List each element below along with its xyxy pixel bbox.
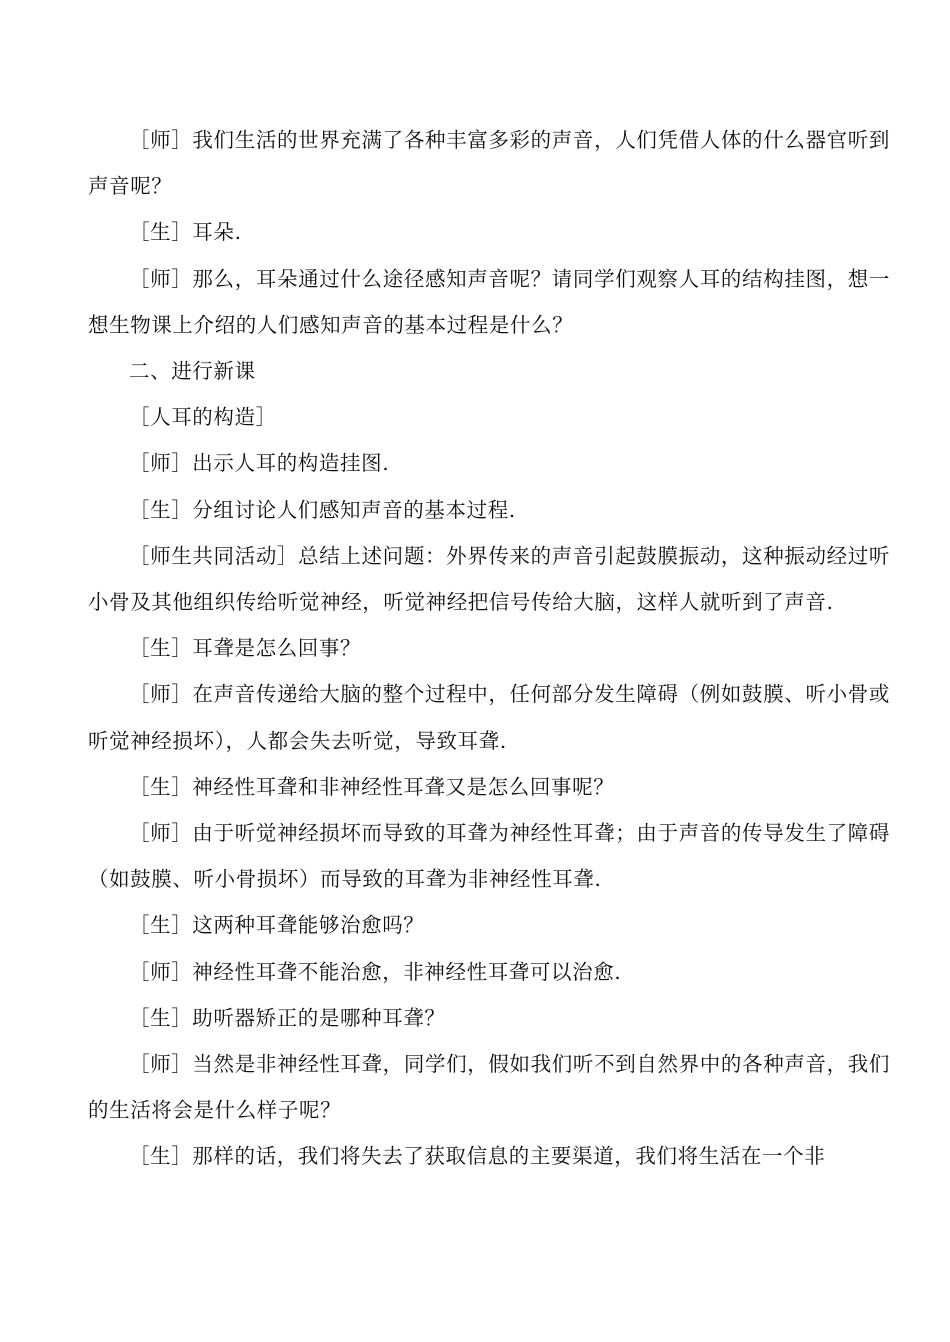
paragraph-student-cure-question: ［生］这两种耳聋能够治愈吗？ [129,913,425,938]
paragraph-teacher-show-chart: ［师］出示人耳的构造挂图. [129,451,390,476]
paragraph-teacher-types-answer: ［师］由于听觉神经损坏而导致的耳聋为神经性耳聋；由于声音的传导发生了障碍（如鼓膜、听小骨损坏）而导致的耳聋为非神经性耳聋. [88,821,890,892]
paragraph-student-discussion: ［生］分组讨论人们感知声音的基本过程. [129,497,516,522]
paragraph-student-types-question: ［生］神经性耳聋和非神经性耳聋又是怎么回事呢？ [129,774,615,799]
paragraph-teacher-hearing-aid-answer: ［师］当然是非神经性耳聋，同学们，假如我们听不到自然界中的各种声音，我们的生活将会是什么样子呢？ [88,1052,890,1123]
paragraph-teacher-deafness-answer: ［师］在声音传递给大脑的整个过程中，任何部分发生障碍（例如鼓膜、听小骨或听觉神经损坏），人都会失去听觉，导致耳聋. [88,682,890,753]
paragraph-student-hearing-aid-question: ［生］助听器矫正的是哪种耳聋？ [129,1005,446,1030]
paragraph-student-final-answer: ［生］那样的话，我们将失去了获取信息的主要渠道，我们将生活在一个非 [129,1144,826,1169]
subheading-ear-structure: ［人耳的构造］ [129,405,277,430]
section-heading-new-lesson: 二、进行新课 [129,359,256,384]
paragraph-teacher-question-ear: ［师］我们生活的世界充满了各种丰富多彩的声音，人们凭借人体的什么器官听到声音呢？ [88,128,890,199]
paragraph-teacher-cure-answer: ［师］神经性耳聋不能治愈，非神经性耳聋可以治愈. [129,959,622,984]
paragraph-student-deafness-question: ［生］耳聋是怎么回事？ [129,636,362,661]
paragraph-student-answer-ear: ［生］耳朵. [129,220,242,245]
paragraph-teacher-question-perception: ［师］那么，耳朵通过什么途径感知声音呢？请同学们观察人耳的结构挂图，想一想生物课上介绍的人们感知声音的基本过程是什么？ [88,266,890,337]
paragraph-joint-summary: ［师生共同活动］总结上述问题：外界传来的声音引起鼓膜振动，这种振动经过听小骨及其他组织传给听觉神经，听觉神经把信号传给大脑，这样人就听到了声音. [88,543,890,615]
